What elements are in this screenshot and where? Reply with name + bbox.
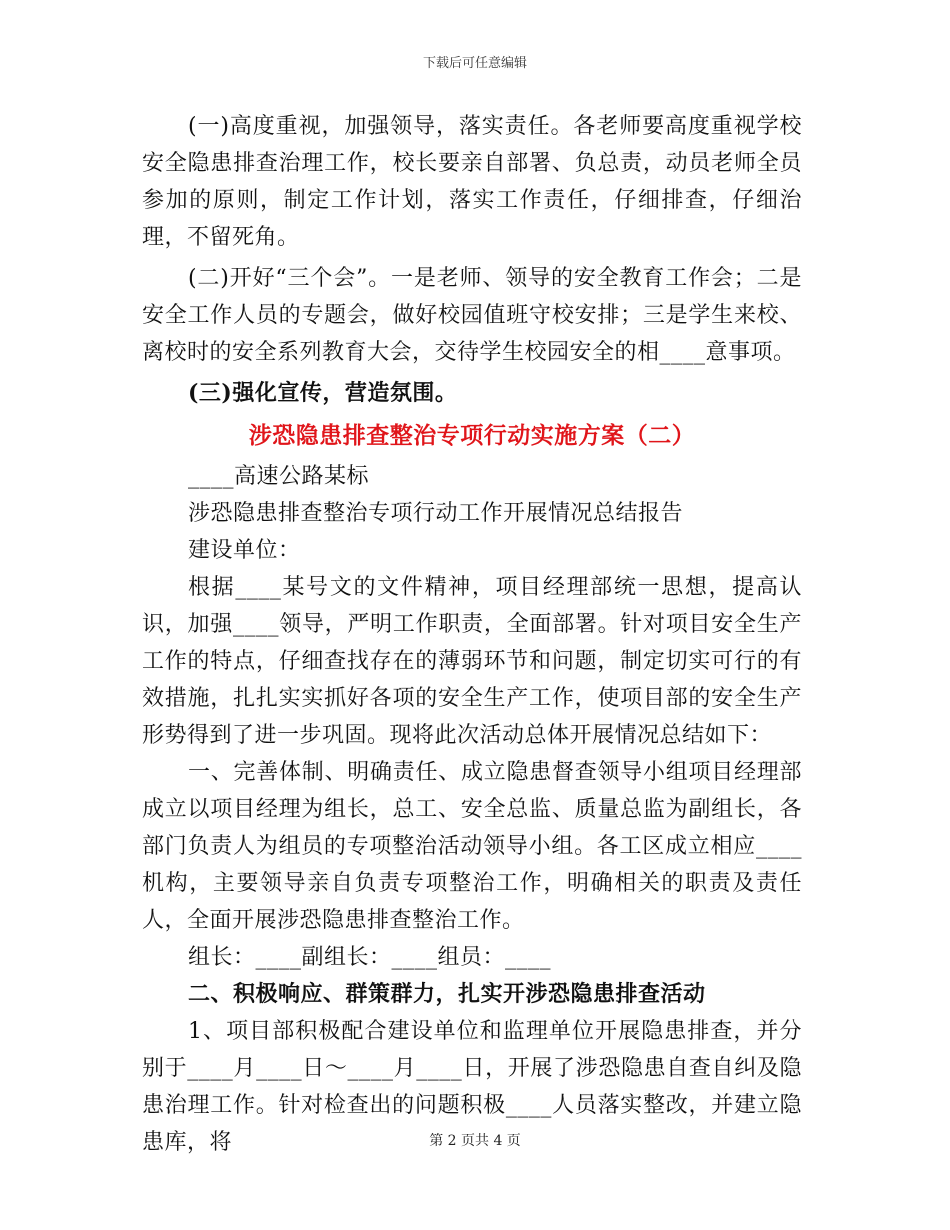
paragraph-members: 组长：____副组长：____组员：____ xyxy=(188,945,552,970)
paragraph-3-heading: (三)强化宣传，营造氛围。 xyxy=(188,380,458,406)
paragraph-unit: 建设单位： xyxy=(188,538,301,563)
page-footer: 第 2 页共 4 页 xyxy=(429,1133,521,1149)
paragraph-1: (一)高度重视，加强领导，落实责任。各老师要高度重视学校安全隐患排查治理工作，校长要亲自部署、负总责，动员老师全员参加的原则，制定工作计划，落实工作责任，仔细排查，仔细治理，不留死角。 xyxy=(142,114,802,250)
document-body xyxy=(142,108,802,1161)
paragraph-basis: 根据____某号文的文件精神，项目经理部统一思想，提高认识，加强____领导，严明工作职责，全面部署。针对项目安全生产工作的特点，仔细查找存在的薄弱环节和问题，制定切实可行的有效措施，扎扎实实抓好各项的安全生产工作，使项目部的安全生产形势得到了进一步巩固。现将此次活动总体开展情况总结如下： xyxy=(142,575,802,748)
paragraph-item-1: 1、项目部积极配合建设单位和监理单位开展隐患排查，并分别于____月____日～____月____日，开展了涉恐隐患自查自纠及隐患治理工作。针对检查出的问题积极____人员落实整改，并建立隐患库，将 xyxy=(142,1019,802,1155)
page-header: 下载后可任意编辑 xyxy=(422,56,527,71)
paragraph-2: (二)开好“三个会”。一是老师、领导的安全教育工作会；二是安全工作人员的专题会，做好校园值班守校安排；三是学生来校、离校时的安全系列教育大会，交待学生校园安全的相____意事项。 xyxy=(142,266,802,365)
paragraph-report-title: 涉恐隐患排查整治专项行动工作开展情况总结报告 xyxy=(188,501,684,526)
paragraph-section-1: 一、完善体制、明确责任、成立隐患督查领导小组项目经理部成立以项目经理为组长，总工、安全总监、质量总监为副组长，各部门负责人为组员的专项整治活动领导小组。各工区成立相应____机构，主要领导亲自负责专项整治工作，明确相关的职责及责任人，全面开展涉恐隐患排查整治工作。 xyxy=(142,760,802,933)
paragraph-highway: ____高速公路某标 xyxy=(188,464,370,489)
section-title: 涉恐隐患排查整治专项行动实施方案（二） xyxy=(248,422,696,449)
paragraph-section-2-heading: 二、积极响应、群策群力，扎实开涉恐隐患排查活动 xyxy=(188,981,706,1007)
